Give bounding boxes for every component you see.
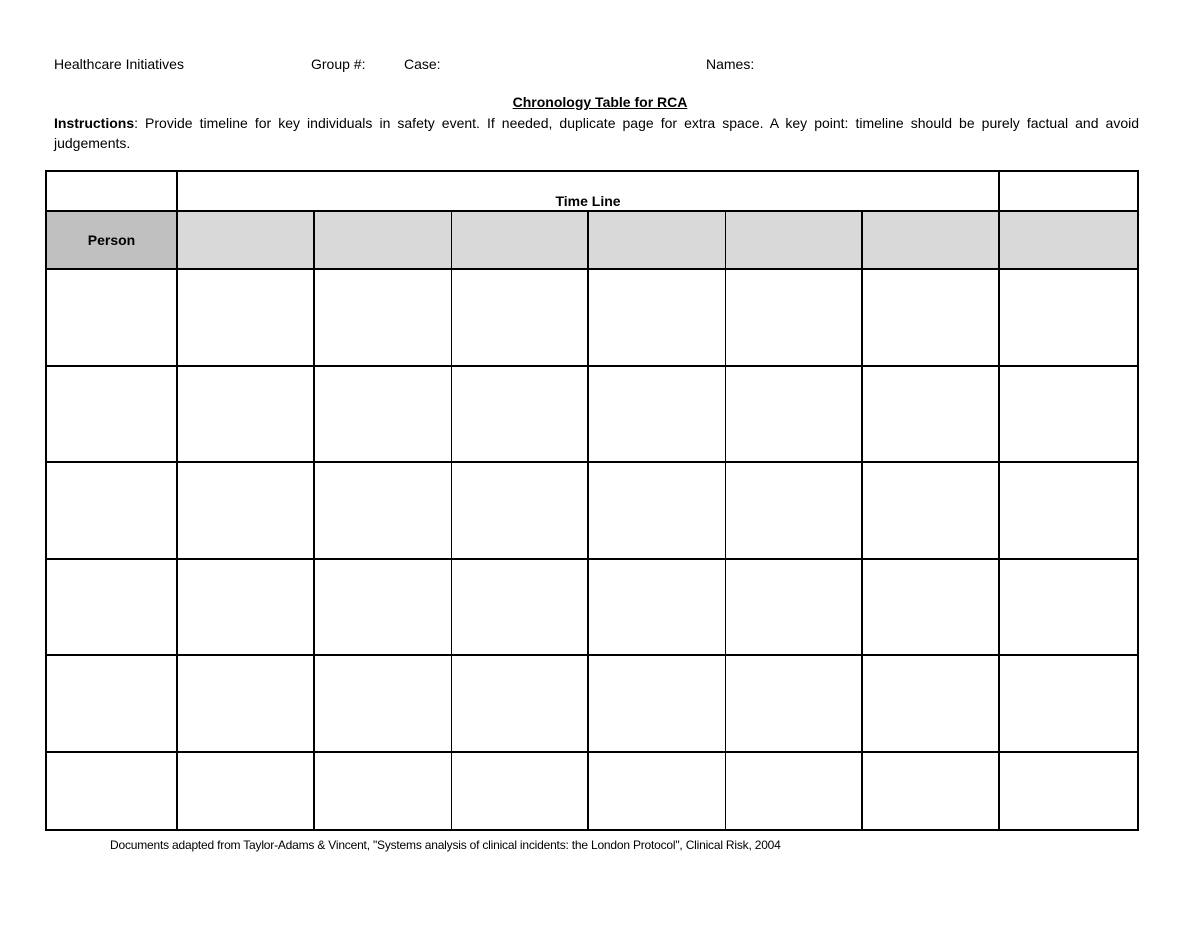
- time-column-header[interactable]: [862, 211, 999, 269]
- timeline-cell[interactable]: [588, 752, 725, 830]
- table-row: [46, 269, 1138, 366]
- table-row: [46, 752, 1138, 830]
- timeline-cell[interactable]: [314, 269, 451, 366]
- timeline-cell[interactable]: [451, 269, 588, 366]
- timeline-cell[interactable]: [177, 462, 314, 559]
- timeline-cell[interactable]: [177, 366, 314, 462]
- timeline-cell[interactable]: [588, 462, 725, 559]
- extra-cell[interactable]: [999, 655, 1138, 752]
- timeline-cell[interactable]: [725, 752, 862, 830]
- timeline-cell[interactable]: [314, 655, 451, 752]
- timeline-cell[interactable]: [725, 655, 862, 752]
- person-cell[interactable]: [46, 366, 177, 462]
- timeline-cell[interactable]: [451, 655, 588, 752]
- instructions: [54, 113, 1139, 153]
- extra-cell[interactable]: [999, 462, 1138, 559]
- person-cell[interactable]: [46, 269, 177, 366]
- person-cell[interactable]: [46, 559, 177, 655]
- time-column-header[interactable]: [314, 211, 451, 269]
- time-column-header[interactable]: [177, 211, 314, 269]
- timeline-cell[interactable]: [588, 366, 725, 462]
- footer-citation: Documents adapted from Taylor-Adams & Vincent, "Systems analysis of clinical incidents: the London Protocol", Clinical Risk, 2004: [110, 838, 781, 852]
- timeline-cell[interactable]: [862, 462, 999, 559]
- names-label: Names:: [706, 56, 755, 72]
- timeline-cell[interactable]: [451, 752, 588, 830]
- page-title: Chronology Table for RCA: [512, 94, 688, 110]
- timeline-cell[interactable]: [314, 752, 451, 830]
- time-column-header[interactable]: [588, 211, 725, 269]
- group-label: Group #:: [311, 56, 366, 72]
- timeline-cell[interactable]: [451, 366, 588, 462]
- person-cell[interactable]: [46, 752, 177, 830]
- timeline-cell[interactable]: [862, 269, 999, 366]
- org-name: Healthcare Initiatives: [54, 56, 184, 72]
- person-header: Person: [46, 211, 177, 269]
- timeline-cell[interactable]: [451, 559, 588, 655]
- timeline-cell[interactable]: [177, 752, 314, 830]
- extra-cell[interactable]: [999, 559, 1138, 655]
- time-column-header[interactable]: [451, 211, 588, 269]
- extra-cell[interactable]: [999, 752, 1138, 830]
- table-row: [46, 655, 1138, 752]
- timeline-cell[interactable]: [725, 462, 862, 559]
- timeline-cell[interactable]: [588, 655, 725, 752]
- timeline-cell[interactable]: [177, 655, 314, 752]
- timeline-cell[interactable]: [862, 655, 999, 752]
- timeline-cell[interactable]: [862, 752, 999, 830]
- table-row: [46, 559, 1138, 655]
- table-row: [46, 462, 1138, 559]
- chronology-table: [45, 170, 1139, 831]
- extra-header-cell: [999, 171, 1138, 211]
- person-cell[interactable]: [46, 462, 177, 559]
- timeline-cell[interactable]: [725, 559, 862, 655]
- extra-cell[interactable]: [999, 366, 1138, 462]
- timeline-cell[interactable]: [725, 366, 862, 462]
- timeline-header: Time Line: [177, 171, 999, 211]
- extra-cell[interactable]: [999, 269, 1138, 366]
- timeline-cell[interactable]: [588, 559, 725, 655]
- timeline-cell[interactable]: [862, 366, 999, 462]
- timeline-cell[interactable]: [451, 462, 588, 559]
- extra-column-header[interactable]: [999, 211, 1138, 269]
- timeline-cell[interactable]: [588, 269, 725, 366]
- timeline-cell[interactable]: [177, 559, 314, 655]
- table-row: [46, 366, 1138, 462]
- timeline-cell[interactable]: [314, 366, 451, 462]
- timeline-cell[interactable]: [725, 269, 862, 366]
- instructions-text: : Provide timeline for key individuals in safety event. If needed, duplicate page for extra space. A key point: timeline should be purely factual and avoid judgements.: [54, 115, 1139, 151]
- timeline-cell[interactable]: [314, 559, 451, 655]
- case-label: Case:: [404, 56, 441, 72]
- timeline-cell[interactable]: [177, 269, 314, 366]
- time-column-header[interactable]: [725, 211, 862, 269]
- timeline-cell[interactable]: [314, 462, 451, 559]
- person-cell[interactable]: [46, 655, 177, 752]
- corner-cell: [46, 171, 177, 211]
- instructions-label: Instructions: [54, 115, 135, 131]
- timeline-cell[interactable]: [862, 559, 999, 655]
